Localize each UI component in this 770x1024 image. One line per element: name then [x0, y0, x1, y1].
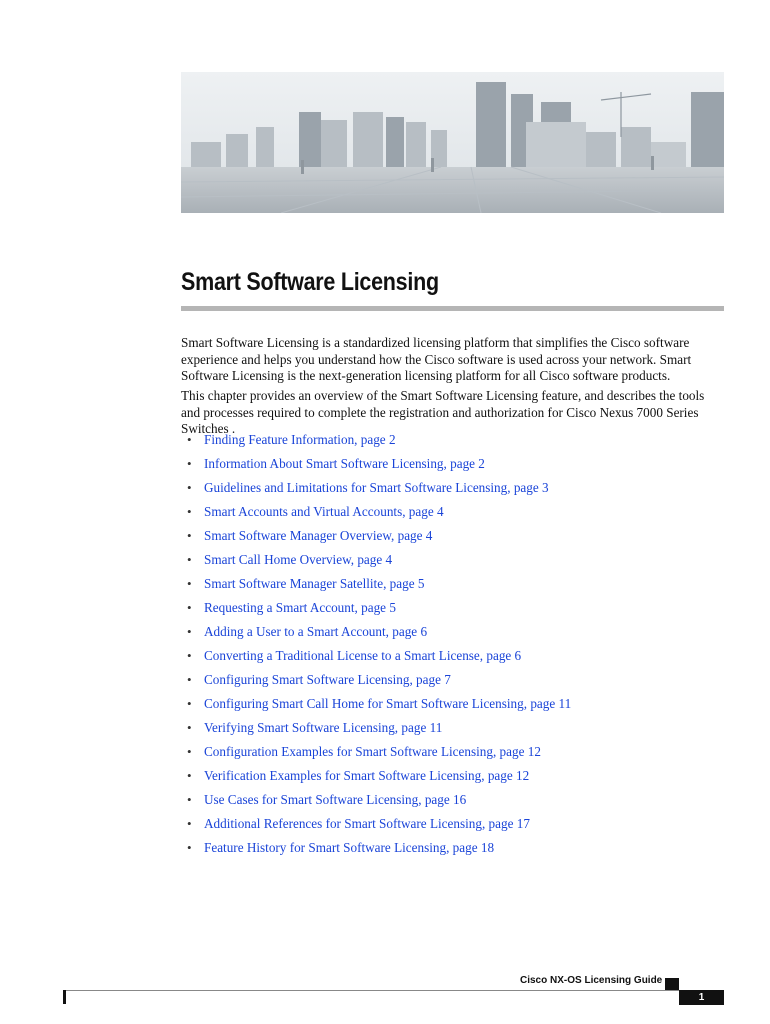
bullet-icon: • — [187, 480, 192, 495]
bullet-icon: • — [187, 648, 192, 663]
bullet-icon: • — [187, 816, 192, 831]
toc-link[interactable]: Finding Feature Information, page 2 — [204, 432, 396, 447]
bullet-icon: • — [187, 792, 192, 807]
bullet-icon: • — [187, 456, 192, 471]
bullet-icon: • — [187, 552, 192, 567]
chapter-overview-paragraph: This chapter provides an overview of the Smart Software Licensing feature, and describes the tools and processes required to complete the registration and authorization for Cisco Nexus 7000 Series Switches . — [181, 388, 705, 437]
toc-link[interactable]: Adding a User to a Smart Account, page 6 — [204, 624, 428, 639]
toc-link[interactable]: Configuring Smart Call Home for Smart Software Licensing, page 11 — [204, 696, 572, 711]
footer-guide-title: Cisco NX-OS Licensing Guide — [520, 975, 663, 986]
toc-item — [181, 815, 726, 839]
toc-link[interactable]: Configuring Smart Software Licensing, page 7 — [204, 672, 451, 687]
toc-item — [181, 527, 726, 551]
toc-link[interactable]: Smart Call Home Overview, page 4 — [204, 552, 393, 567]
bullet-icon: • — [187, 432, 192, 447]
bullet-icon: • — [187, 840, 192, 855]
bullet-icon: • — [187, 504, 192, 519]
toc-link[interactable]: Smart Accounts and Virtual Accounts, page 4 — [204, 504, 444, 519]
toc-item — [181, 431, 726, 455]
toc-link[interactable]: Converting a Traditional License to a Smart License, page 6 — [204, 648, 522, 663]
toc-item — [181, 647, 726, 671]
toc-link[interactable]: Verification Examples for Smart Software Licensing, page 12 — [204, 768, 530, 783]
bullet-icon: • — [187, 624, 192, 639]
bullet-icon: • — [187, 672, 192, 687]
page-title: Smart Software Licensing — [181, 268, 439, 296]
toc-item — [181, 455, 726, 479]
toc-link[interactable]: Guidelines and Limitations for Smart Software Licensing, page 3 — [204, 480, 549, 495]
toc-item — [181, 695, 726, 719]
bullet-icon: • — [187, 768, 192, 783]
toc-link[interactable]: Smart Software Manager Overview, page 4 — [204, 528, 433, 543]
footer-marker — [665, 978, 679, 990]
chapter-toc-list — [181, 431, 726, 863]
footer-divider — [63, 990, 679, 991]
toc-link[interactable]: Smart Software Manager Satellite, page 5 — [204, 576, 425, 591]
header-banner-image — [181, 72, 724, 213]
footer-edge-tick — [63, 990, 66, 1004]
bullet-icon: • — [187, 600, 192, 615]
intro-paragraph: Smart Software Licensing is a standardized licensing platform that simplifies the Cisco software experience and helps you understand how the Cisco software is used across your network. Smart Software Licensing is the next-generation licensing platform for all Cisco software products. — [181, 335, 692, 384]
toc-link[interactable]: Configuration Examples for Smart Software Licensing, page 12 — [204, 744, 541, 759]
toc-item — [181, 743, 726, 767]
page-number: 1 — [679, 990, 724, 1005]
toc-item — [181, 671, 726, 695]
toc-item — [181, 575, 726, 599]
toc-link[interactable]: Feature History for Smart Software Licensing, page 18 — [204, 840, 495, 855]
toc-link[interactable]: Additional References for Smart Software Licensing, page 17 — [204, 816, 530, 831]
bullet-icon: • — [187, 528, 192, 543]
toc-item — [181, 839, 726, 863]
city-skyline-image — [181, 72, 724, 213]
toc-item — [181, 791, 726, 815]
toc-item — [181, 767, 726, 791]
toc-item — [181, 599, 726, 623]
bullet-icon: • — [187, 744, 192, 759]
bullet-icon: • — [187, 720, 192, 735]
toc-item — [181, 623, 726, 647]
bullet-icon: • — [187, 576, 192, 591]
toc-item — [181, 551, 726, 575]
toc-link[interactable]: Requesting a Smart Account, page 5 — [204, 600, 396, 615]
toc-item — [181, 503, 726, 527]
toc-item — [181, 719, 726, 743]
toc-link[interactable]: Verifying Smart Software Licensing, page 11 — [204, 720, 443, 735]
toc-item — [181, 479, 726, 503]
bullet-icon: • — [187, 696, 192, 711]
title-divider — [181, 306, 724, 311]
toc-link[interactable]: Use Cases for Smart Software Licensing, page 16 — [204, 792, 467, 807]
toc-link[interactable]: Information About Smart Software Licensing, page 2 — [204, 456, 485, 471]
